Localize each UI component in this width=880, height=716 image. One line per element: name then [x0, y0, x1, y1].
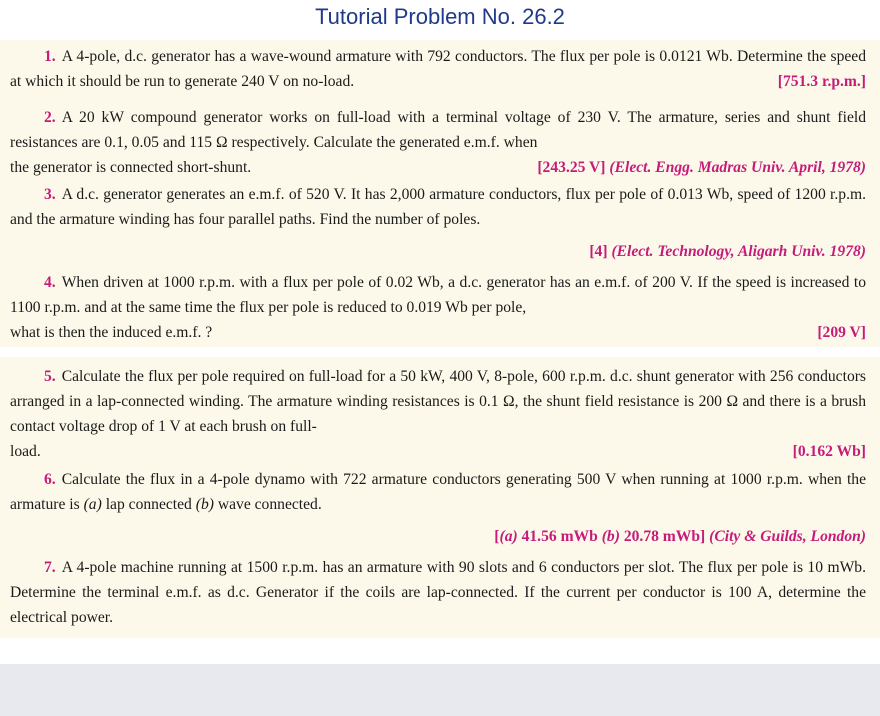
problem-number: 7.	[44, 559, 56, 576]
problem-text: When driven at 1000 r.p.m. with a flux per pole of 0.02 Wb, a d.c. generator has an e.m.f. of 200 V. If the speed is increased to 1100 r.p.m. and at the same time the flux per pole is reduced to 0.019 Wb per pole,	[10, 274, 866, 316]
part-a-label: (a)	[83, 496, 102, 513]
problem-number: 6.	[44, 471, 56, 488]
problem-answer: [243.25 V]	[537, 159, 606, 176]
problem-text: wave connected.	[213, 496, 322, 513]
problem-text-end: the generator is connected short-shunt.	[10, 159, 252, 176]
problem-source: (City & Guilds, London)	[709, 528, 866, 545]
problem-7	[10, 555, 866, 630]
problem-answer: [(a) 41.56 mWb (b) 20.78 mWb]	[494, 528, 706, 545]
problem-number: 4.	[44, 274, 56, 291]
problem-1	[10, 44, 866, 94]
problem-5	[10, 364, 866, 464]
problem-source: (Elect. Engg. Madras Univ. April, 1978)	[609, 159, 866, 176]
problem-3	[10, 182, 866, 264]
problem-number: 3.	[44, 186, 56, 203]
problem-text: A 4-pole machine running at 1500 r.p.m. has an armature with 90 slots and 6 conductors per slot. The flux per pole is 10 mWb. Determine the terminal e.m.f. as d.c. Generator if the coils are lap-connected. If the current per conductor is 100 A, determine the electrical power.	[10, 559, 866, 626]
problem-answer: [751.3 r.p.m.]	[777, 73, 866, 90]
problem-source: (Elect. Technology, Aligarh Univ. 1978)	[611, 243, 866, 260]
problem-answer: [4]	[589, 243, 608, 260]
problem-number: 5.	[44, 368, 56, 385]
problem-text: A 20 kW compound generator works on full-load with a terminal voltage of 230 V. The armature, series and shunt field resistances are 0.1, 0.05 and 115 Ω respectively. Calculate the generated e.m.f. when	[10, 109, 866, 151]
problem-text-end: what is then the induced e.m.f. ?	[10, 324, 213, 341]
part-b-label: (b)	[195, 496, 214, 513]
problem-4	[10, 270, 866, 345]
problem-text: Calculate the flux in a 4-pole dynamo with 722 armature conductors generating 500 V when running at 1000 r.p.m. when the armature is	[10, 471, 866, 513]
problem-text-end: load.	[10, 443, 41, 460]
problem-answer: [0.162 Wb]	[792, 443, 866, 460]
problem-number: 2.	[44, 109, 56, 126]
page-title: Tutorial Problem No. 26.2	[315, 4, 565, 29]
footer-bar	[0, 664, 880, 716]
problem-2	[10, 105, 866, 180]
problem-text: lap connected	[101, 496, 196, 513]
problem-text: Calculate the flux per pole required on full-load for a 50 kW, 400 V, 8-pole, 600 r.p.m. d.c. shunt generator with 256 conductors arranged in a lap-connected winding. The armature winding resistances is 0.1 Ω, the shunt field resistance is 200 Ω and there is a brush contact voltage drop of 1 V at each brush on full-	[10, 368, 866, 435]
problem-answer: [209 V]	[817, 324, 866, 341]
problem-number: 1.	[44, 48, 56, 65]
problem-text: A d.c. generator generates an e.m.f. of 520 V. It has 2,000 armature conductors, flux per pole of 0.013 Wb, speed of 1200 r.p.m. and the armature winding has four parallel paths. Find the number of poles.	[10, 186, 866, 228]
problem-6	[10, 467, 866, 549]
problem-text: A 4-pole, d.c. generator has a wave-wound armature with 792 conductors. The flux per pole is 0.0121 Wb. Determine the speed at which it should be run to generate 240 V on no-load.	[10, 48, 866, 90]
